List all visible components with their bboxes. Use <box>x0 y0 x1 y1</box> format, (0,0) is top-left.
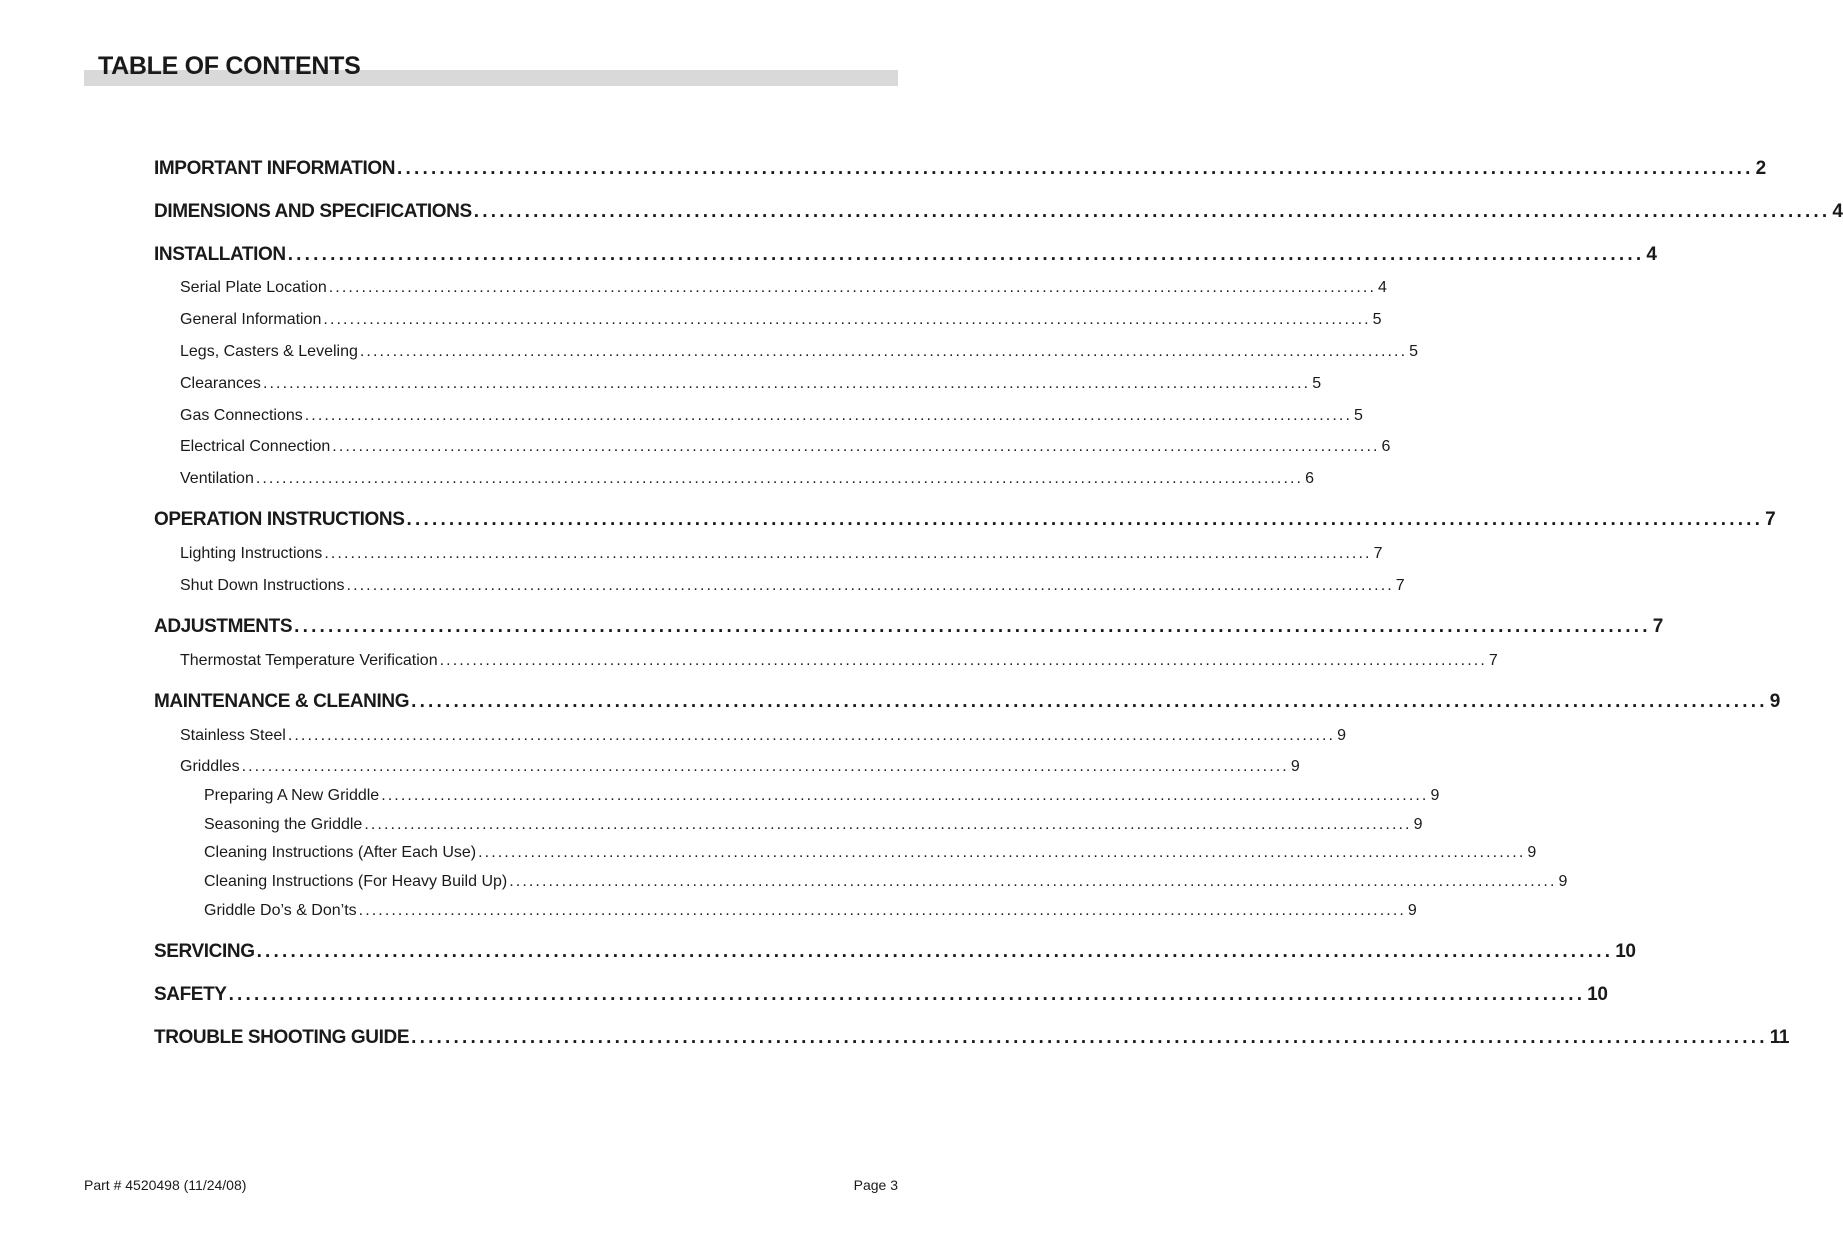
toc-entry-label: INSTALLATION <box>154 244 286 265</box>
toc-entry[interactable] <box>180 652 1498 670</box>
toc-leader-dots: ................................................................................................................................................................ <box>359 343 1408 360</box>
toc-entry-page: 5 <box>1409 343 1419 360</box>
toc-entry-label: Shut Down Instructions <box>180 577 345 594</box>
toc-leader-dots: ................................................................................................................................................................ <box>304 407 1352 424</box>
toc-entry-label: Stainless Steel <box>180 727 286 744</box>
toc-entry[interactable] <box>180 727 1346 745</box>
toc-entry-label: DIMENSIONS AND SPECIFICATIONS <box>154 201 472 222</box>
toc-leader-dots: ................................................................................................................................................................ <box>509 873 1557 890</box>
toc-entry[interactable] <box>180 375 1322 393</box>
toc-entry-page: 7 <box>1765 509 1776 530</box>
toc-leader-dots: ................................................................................................................................................................ <box>332 438 1380 455</box>
toc-entry-page: 4 <box>1832 201 1843 222</box>
toc-entry-page: 7 <box>1373 545 1383 562</box>
toc-entry-page: 9 <box>1527 844 1537 861</box>
toc-entry[interactable] <box>180 758 1300 776</box>
toc-leader-dots: ................................................................................................................................................................ <box>411 691 1768 712</box>
toc-entry-label: MAINTENANCE & CLEANING <box>154 691 410 712</box>
toc-entry-label: TROUBLE SHOOTING GUIDE <box>154 1027 410 1048</box>
toc-entry-page: 5 <box>1372 311 1382 328</box>
toc-leader-dots: ................................................................................................................................................................ <box>364 816 1412 833</box>
toc-entry[interactable] <box>154 941 1636 963</box>
toc-entry-label: Gas Connections <box>180 407 303 424</box>
toc-entry[interactable] <box>180 577 1405 595</box>
toc-entry-label: Cleaning Instructions (For Heavy Build Up) <box>204 873 508 890</box>
toc-leader-dots: ................................................................................................................................................................ <box>328 279 1377 296</box>
toc-entry-page: 7 <box>1395 577 1405 594</box>
toc-leader-dots: ................................................................................................................................................................ <box>439 652 1487 669</box>
toc-entry-label: Griddle Do’s & Don’ts <box>204 902 357 919</box>
toc-leader-dots: ................................................................................................................................................................ <box>256 941 1614 962</box>
toc-entry-label: Cleaning Instructions (After Each Use) <box>204 844 477 861</box>
toc-entry-label: Griddles <box>180 758 240 775</box>
toc-entry[interactable] <box>154 201 1843 223</box>
toc-entry-label: SERVICING <box>154 941 255 962</box>
toc-leader-dots: ................................................................................................................................................................ <box>324 545 1372 562</box>
toc-entry-page: 9 <box>1769 691 1780 712</box>
toc-entry-label: General Information <box>180 311 322 328</box>
toc-leader-dots: ................................................................................................................................................................ <box>358 902 1406 919</box>
toc-leader-dots: ................................................................................................................................................................ <box>287 244 1645 265</box>
toc-leader-dots: ................................................................................................................................................................ <box>381 787 1429 804</box>
toc-entry[interactable] <box>180 407 1363 425</box>
toc-entry-page: 9 <box>1407 902 1417 919</box>
toc-entry-label: Seasoning the Griddle <box>204 816 363 833</box>
toc-entry[interactable] <box>154 616 1663 638</box>
toc-entry-label: OPERATION INSTRUCTIONS <box>154 509 405 530</box>
toc-entry-page: 7 <box>1652 616 1663 637</box>
toc-entry-label: Ventilation <box>180 470 254 487</box>
toc-leader-dots: ................................................................................................................................................................ <box>478 844 1526 861</box>
toc-entry-label: Legs, Casters & Leveling <box>180 343 358 360</box>
toc-entry-page: 5 <box>1353 407 1363 424</box>
toc-entry-label: Preparing A New Griddle <box>204 787 380 804</box>
toc-entry[interactable] <box>204 902 1417 920</box>
toc-entry-label: ADJUSTMENTS <box>154 616 293 637</box>
toc-entry[interactable] <box>180 343 1419 361</box>
toc-entry-page: 6 <box>1381 438 1391 455</box>
toc-leader-dots: ................................................................................................................................................................ <box>473 201 1831 222</box>
toc-leader-dots: ................................................................................................................................................................ <box>323 311 1371 328</box>
toc-entry-label: Lighting Instructions <box>180 545 323 562</box>
toc-entry-page: 9 <box>1413 816 1423 833</box>
toc-leader-dots: ................................................................................................................................................................ <box>411 1027 1768 1048</box>
toc-entry[interactable] <box>204 844 1537 862</box>
toc-entry-page: 9 <box>1558 873 1568 890</box>
toc-entry-page: 5 <box>1312 375 1322 392</box>
toc-entry-page: 10 <box>1587 984 1608 1005</box>
toc-leader-dots: ................................................................................................................................................................ <box>294 616 1651 637</box>
toc-leader-dots: ................................................................................................................................................................ <box>255 470 1304 487</box>
toc-leader-dots: ................................................................................................................................................................ <box>287 727 1336 744</box>
toc-entry-page: 11 <box>1769 1027 1790 1048</box>
toc-entry[interactable] <box>180 545 1383 563</box>
toc-entry-label: SAFETY <box>154 984 227 1005</box>
toc-entry-label: Serial Plate Location <box>180 279 327 296</box>
toc-entry[interactable] <box>204 787 1440 805</box>
toc-entry-label: IMPORTANT INFORMATION <box>154 158 396 179</box>
toc-leader-dots: ................................................................................................................................................................ <box>262 375 1311 392</box>
toc-entry-page: 9 <box>1337 727 1346 744</box>
footer-part-number: Part # 4520498 (11/24/08) <box>84 1177 247 1193</box>
toc-entry[interactable] <box>180 438 1391 456</box>
toc-entry[interactable] <box>154 244 1657 266</box>
toc-leader-dots: ................................................................................................................................................................ <box>397 158 1754 179</box>
toc-entry-page: 4 <box>1646 244 1657 265</box>
toc-leader-dots: ................................................................................................................................................................ <box>228 984 1586 1005</box>
toc-entry-page: 6 <box>1305 470 1314 487</box>
toc-entry[interactable] <box>154 691 1780 713</box>
toc-leader-dots: ................................................................................................................................................................ <box>241 758 1289 775</box>
toc-entry[interactable] <box>180 470 1314 488</box>
toc-entry[interactable] <box>154 509 1776 531</box>
toc-entry-page: 2 <box>1755 158 1766 179</box>
toc-entry-label: Clearances <box>180 375 261 392</box>
toc-entry[interactable] <box>180 279 1387 297</box>
toc-entry[interactable] <box>180 311 1382 329</box>
toc-entry-page: 7 <box>1488 652 1498 669</box>
toc-entry-page: 10 <box>1615 941 1636 962</box>
toc-entry[interactable] <box>154 984 1608 1006</box>
toc-entry[interactable] <box>154 158 1766 180</box>
toc-entry-page: 9 <box>1430 787 1440 804</box>
toc-entry[interactable] <box>204 816 1423 834</box>
toc-leader-dots: ................................................................................................................................................................ <box>406 509 1764 530</box>
toc-entry-page: 9 <box>1290 758 1300 775</box>
page-title: TABLE OF CONTENTS <box>98 52 361 80</box>
toc-leader-dots: ................................................................................................................................................................ <box>346 577 1394 594</box>
footer-page-number: Page 3 <box>853 1177 898 1193</box>
toc-entry[interactable] <box>204 873 1568 891</box>
toc-entry-page: 4 <box>1378 279 1387 296</box>
toc-entry[interactable] <box>154 1027 1790 1049</box>
toc-entry-label: Thermostat Temperature Verification <box>180 652 438 669</box>
toc-entry-label: Electrical Connection <box>180 438 331 455</box>
